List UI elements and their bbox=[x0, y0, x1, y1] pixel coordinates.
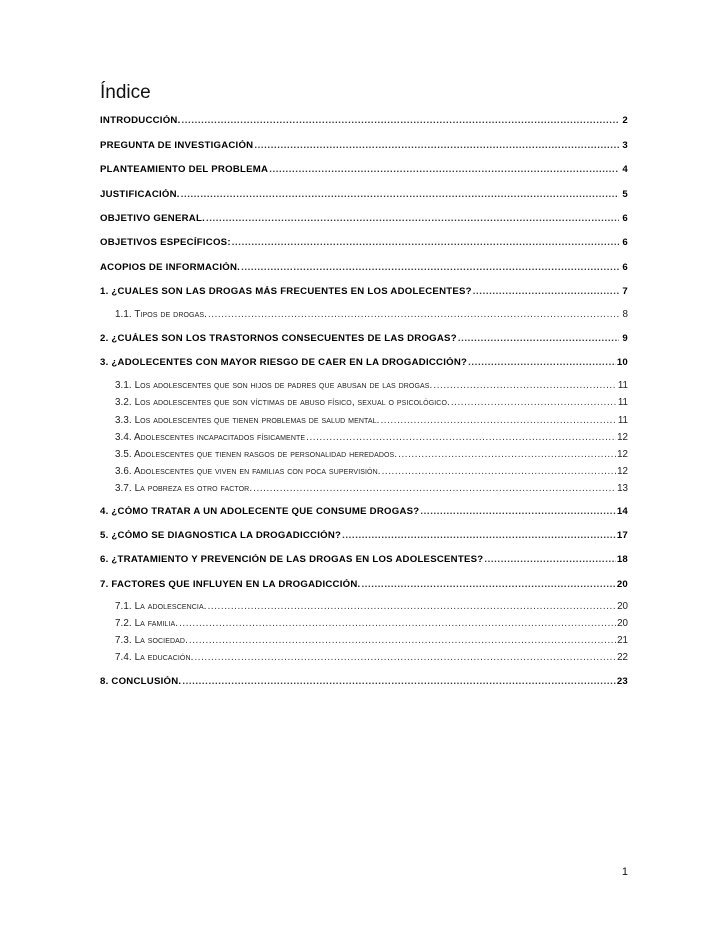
toc-entry-label: ACOPIOS DE INFORMACIÓN. bbox=[100, 262, 241, 273]
toc-entry-page: 20 bbox=[616, 579, 628, 590]
toc-entry-page: 6 bbox=[622, 213, 628, 224]
toc-entry-introduccion[interactable] bbox=[100, 115, 628, 126]
toc-entry-page: 7 bbox=[622, 286, 628, 297]
toc-entry-acopios[interactable] bbox=[100, 262, 628, 273]
toc-entry-page: 20 bbox=[617, 601, 628, 612]
dot-leader bbox=[398, 449, 616, 460]
toc-entry-section-3-3[interactable] bbox=[115, 415, 628, 426]
toc-entry-objetivo-general[interactable] bbox=[100, 213, 628, 224]
toc-entry-pregunta[interactable] bbox=[100, 140, 628, 151]
toc-entry-label: 1. ¿CUALES SON LAS DROGAS MÁS FRECUENTES EN LOS ADOLECENTES? bbox=[100, 286, 472, 297]
toc-entry-label: 3.7. La pobreza es otro factor. bbox=[115, 483, 253, 494]
toc-entry-justificacion[interactable] bbox=[100, 189, 628, 200]
toc-entry-label: OBJETIVOS ESPECÍFICOS: bbox=[100, 237, 231, 248]
toc-entry-label: 7.3. La sociedad. bbox=[115, 635, 188, 646]
toc-entry-planteamiento[interactable] bbox=[100, 164, 628, 175]
toc-entry-page: 20 bbox=[617, 618, 628, 629]
toc-entry-section-3-5[interactable] bbox=[115, 449, 628, 460]
toc-entry-section-7-4[interactable] bbox=[115, 652, 628, 663]
toc-entry-label: 3. ¿ADOLECENTES CON MAYOR RIESGO DE CAER EN LA DROGADICCIÓN? bbox=[100, 357, 468, 368]
dot-leader bbox=[182, 115, 619, 126]
dot-leader bbox=[458, 333, 619, 344]
dot-leader bbox=[206, 213, 619, 224]
toc-entry-section-4[interactable] bbox=[100, 506, 628, 517]
dot-leader bbox=[484, 554, 615, 565]
toc-entry-label: PLANTEAMIENTO DEL PROBLEMA bbox=[100, 164, 269, 175]
toc-entry-label: 3.2. Los adolescentes que son víctimas de abuso físico, sexual o psicológico. bbox=[115, 397, 450, 408]
toc-entry-page: 21 bbox=[617, 635, 628, 646]
dot-leader bbox=[468, 357, 616, 368]
dot-leader bbox=[254, 140, 619, 151]
toc-entry-section-3-7[interactable] bbox=[115, 483, 628, 494]
toc-entry-section-3[interactable] bbox=[100, 357, 628, 368]
toc-entry-label: 3.6. Adolescentes que viven en familias con poca supervisión. bbox=[115, 466, 381, 477]
toc-entry-label: 4. ¿CÓMO TRATAR A UN ADOLECENTE QUE CONSUME DROGAS? bbox=[100, 506, 420, 517]
toc-entry-page: 13 bbox=[617, 483, 628, 494]
toc-entry-label: 2. ¿CUÁLES SON LOS TRASTORNOS CONSECUENTES DE LAS DROGAS? bbox=[100, 333, 457, 344]
toc-entry-section-7[interactable] bbox=[100, 579, 628, 590]
toc-entry-page: 22 bbox=[617, 652, 628, 663]
toc-entry-label: 7.4. La educación. bbox=[115, 652, 194, 663]
toc-entry-label: 1.1. Tipos de drogas. bbox=[115, 309, 207, 320]
toc-entry-section-7-1[interactable] bbox=[115, 601, 628, 612]
toc-entry-label: PREGUNTA DE INVESTIGACIÓN bbox=[100, 140, 254, 151]
toc-entry-page: 12 bbox=[617, 449, 628, 460]
page-number: 1 bbox=[621, 866, 628, 878]
toc-entry-page: 4 bbox=[622, 164, 628, 175]
toc-entry-page: 12 bbox=[617, 432, 628, 443]
toc-entry-label: 5. ¿CÓMO SE DIAGNOSTICA LA DROGADICCIÓN? bbox=[100, 530, 342, 541]
dot-leader bbox=[208, 601, 617, 612]
toc-entry-label: JUSTIFICACIÓN. bbox=[100, 189, 180, 200]
toc-entry-section-3-6[interactable] bbox=[115, 466, 628, 477]
toc-entry-label: 7.1. La adolescencia. bbox=[115, 601, 207, 612]
toc-entry-section-7-3[interactable] bbox=[115, 635, 628, 646]
dot-leader bbox=[194, 652, 616, 663]
toc-entry-section-7-2[interactable] bbox=[115, 618, 628, 629]
toc-entry-section-6[interactable] bbox=[100, 554, 628, 565]
toc-entry-section-3-4[interactable] bbox=[115, 432, 628, 443]
toc-entry-label: 3.1. Los adolescentes que son hijos de padres que abusan de las drogas. bbox=[115, 380, 433, 391]
dot-leader bbox=[420, 506, 615, 517]
toc-entry-label: 7.2. La familia. bbox=[115, 618, 179, 629]
dot-leader bbox=[181, 189, 619, 200]
toc-entry-label: 3.3. Los adolescentes que tienen problemas de salud mental. bbox=[115, 415, 380, 426]
toc-entry-page: 8 bbox=[622, 309, 628, 320]
toc-entry-label: 8. CONCLUSIÓN. bbox=[100, 676, 182, 687]
dot-leader bbox=[306, 432, 616, 443]
toc-entry-label: OBJETIVO GENERAL. bbox=[100, 213, 205, 224]
dot-leader bbox=[451, 397, 617, 408]
toc-entry-page: 2 bbox=[622, 115, 628, 126]
toc-entry-section-1[interactable] bbox=[100, 286, 628, 297]
toc-entry-section-3-2[interactable] bbox=[115, 397, 628, 408]
dot-leader bbox=[473, 286, 619, 297]
toc-entry-objetivos-especificos[interactable] bbox=[100, 237, 628, 248]
toc-entry-page: 11 bbox=[617, 415, 628, 426]
toc-entry-page: 9 bbox=[622, 333, 628, 344]
toc-entry-page: 6 bbox=[622, 262, 628, 273]
toc-entry-label: 3.5. Adolescentes que tienen rasgos de personalidad heredados. bbox=[115, 449, 398, 460]
toc-entry-page: 5 bbox=[622, 189, 628, 200]
dot-leader bbox=[182, 676, 616, 687]
toc-entry-section-3-1[interactable] bbox=[115, 380, 628, 391]
dot-leader bbox=[241, 262, 619, 273]
toc-entry-label: INTRODUCCIÓN. bbox=[100, 115, 181, 126]
toc-entry-page: 3 bbox=[622, 140, 628, 151]
toc-entry-section-5[interactable] bbox=[100, 530, 628, 541]
dot-leader bbox=[189, 635, 616, 646]
toc-entry-page: 11 bbox=[617, 380, 628, 391]
toc-entry-label: 6. ¿TRATAMIENTO Y PREVENCIÓN DE LAS DROGAS EN LOS ADOLESCENTES? bbox=[100, 554, 484, 565]
toc-entry-section-8[interactable] bbox=[100, 676, 628, 687]
toc-entry-section-1-1[interactable] bbox=[115, 309, 628, 320]
dot-leader bbox=[179, 618, 616, 629]
toc-entry-page: 6 bbox=[622, 237, 628, 248]
toc-entry-page: 14 bbox=[616, 506, 628, 517]
toc-entry-section-2[interactable] bbox=[100, 333, 628, 344]
dot-leader bbox=[232, 237, 619, 248]
toc-entry-page: 18 bbox=[616, 554, 628, 565]
toc-entry-page: 11 bbox=[617, 397, 628, 408]
toc-entry-label: 7. FACTORES QUE INFLUYEN EN LA DROGADICCIÓN. bbox=[100, 579, 361, 590]
toc-entry-page: 17 bbox=[616, 530, 628, 541]
toc-title: Índice bbox=[100, 82, 151, 103]
toc-entry-page: 12 bbox=[617, 466, 628, 477]
toc-entry-page: 10 bbox=[616, 357, 628, 368]
dot-leader bbox=[253, 483, 616, 494]
dot-leader bbox=[269, 164, 619, 175]
toc-entry-page: 23 bbox=[616, 676, 628, 687]
dot-leader bbox=[342, 530, 616, 541]
dot-leader bbox=[433, 380, 616, 391]
dot-leader bbox=[380, 415, 616, 426]
dot-leader bbox=[361, 579, 615, 590]
dot-leader bbox=[382, 466, 617, 477]
toc-entry-label: 3.4. Adolescentes incapacitados físicamente bbox=[115, 432, 306, 443]
dot-leader bbox=[208, 309, 619, 320]
